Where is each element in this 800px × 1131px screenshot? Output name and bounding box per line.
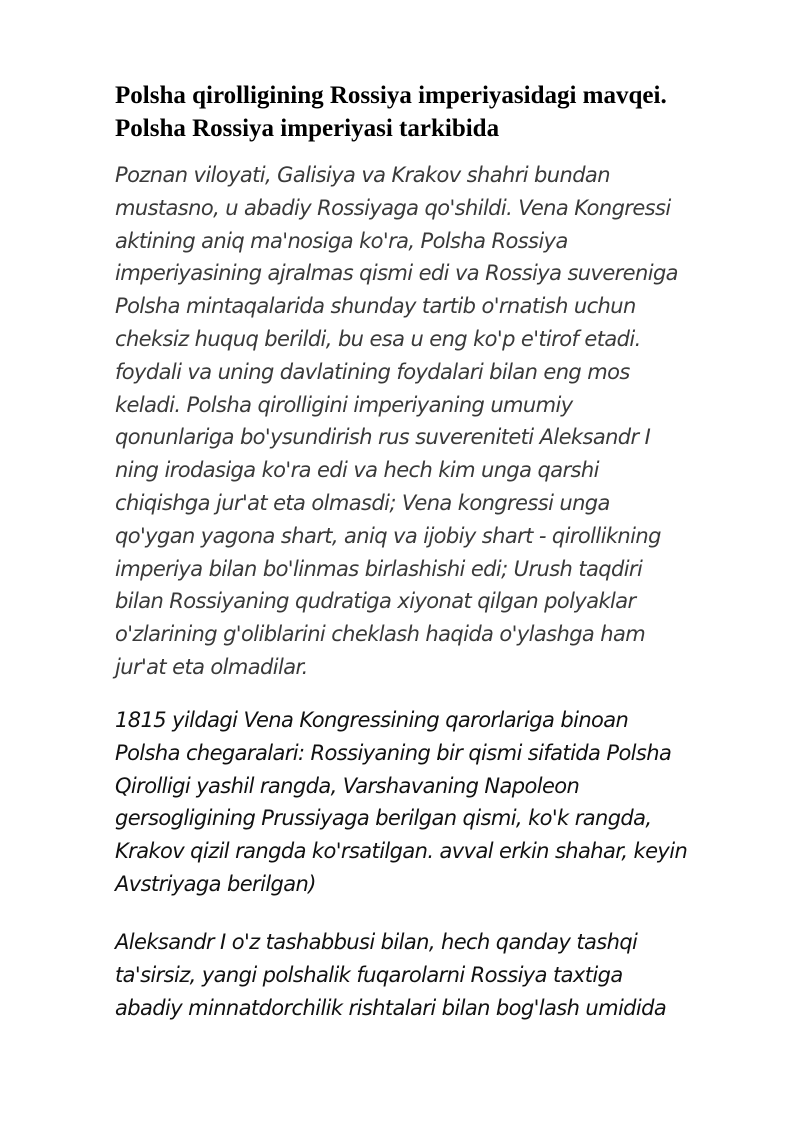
text-line: Qirolligi yashil rangda, Varshavaning Napoleon bbox=[115, 773, 580, 798]
title-line: Polsha qirolligining Rossiya imperiyasidagi mavqei. bbox=[115, 82, 667, 109]
text-line: chiqishga jur'at eta olmasdi; Vena kongressi unga bbox=[115, 490, 610, 515]
text-line: Aleksandr I o'z tashabbusi bilan, hech qanday tashqi bbox=[115, 930, 638, 954]
text-line: Poznan viloyati, Galisiya va Krakov shahri bundan bbox=[115, 163, 610, 187]
text-line: Polsha mintaqalarida shunday tartib o'rnatish uchun bbox=[115, 294, 636, 319]
text-line: foydali va uning davlatining foydalari bilan eng mos bbox=[115, 359, 630, 384]
text-line: imperiya bilan bo'linmas birlashishi edi; Urush taqdiri bbox=[115, 556, 643, 581]
text-line: Krakov qizil rangda ko'rsatilgan. avval erkin shahar, keyin bbox=[115, 839, 688, 864]
text-line: aktining aniq ma'nosiga ko'ra, Polsha Rossiya bbox=[115, 228, 568, 253]
text-line: imperiyasining ajralmas qismi edi va Rossiya suvereniga bbox=[115, 261, 678, 286]
text-line: ta'sirsiz, yangi polshalik fuqarolarni Rossiya taxtiga bbox=[115, 962, 623, 987]
text-line: cheksiz huquq berildi, bu esa u eng ko'p e'tirof etadi. bbox=[115, 326, 641, 351]
document-title bbox=[115, 79, 755, 145]
text-line: keladi. Polsha qirolligini imperiyaning umumiy bbox=[115, 392, 573, 417]
paragraph-3 bbox=[115, 926, 765, 1024]
text-line: abadiy minnatdorchilik rishtalari bilan bog'lash umidida bbox=[115, 995, 667, 1020]
text-line: o'zlarining g'oliblarini cheklash haqida o'ylashga ham bbox=[115, 622, 646, 647]
paragraph-2 bbox=[115, 704, 765, 901]
text-line: mustasno, u abadiy Rossiyaga qo'shildi. Vena Kongressi bbox=[115, 195, 671, 220]
text-line: qonunlariga bo'ysundirish rus suvereniteti Aleksandr I bbox=[115, 425, 651, 450]
text-line: 1815 yildagi Vena Kongressining qarorlariga binoan bbox=[115, 708, 629, 732]
text-line: bilan Rossiyaning qudratiga xiyonat qilgan polyaklar bbox=[115, 589, 636, 614]
text-line: ning irodasiga ko'ra edi va hech kim unga qarshi bbox=[115, 458, 599, 483]
text-line: Avstriyaga berilgan) bbox=[115, 871, 316, 896]
text-line: gersogligining Prussiyaga berilgan qismi, ko'k rangda, bbox=[115, 806, 652, 831]
text-line: jur'at eta olmadilar. bbox=[115, 654, 308, 679]
title-line: Polsha Rossiya imperiyasi tarkibida bbox=[115, 115, 500, 142]
text-line: Polsha chegaralari: Rossiyaning bir qismi sifatida Polsha bbox=[115, 740, 672, 765]
paragraph-1 bbox=[115, 159, 765, 684]
text-line: qo'ygan yagona shart, aniq va ijobiy shart - qirollikning bbox=[115, 523, 661, 548]
